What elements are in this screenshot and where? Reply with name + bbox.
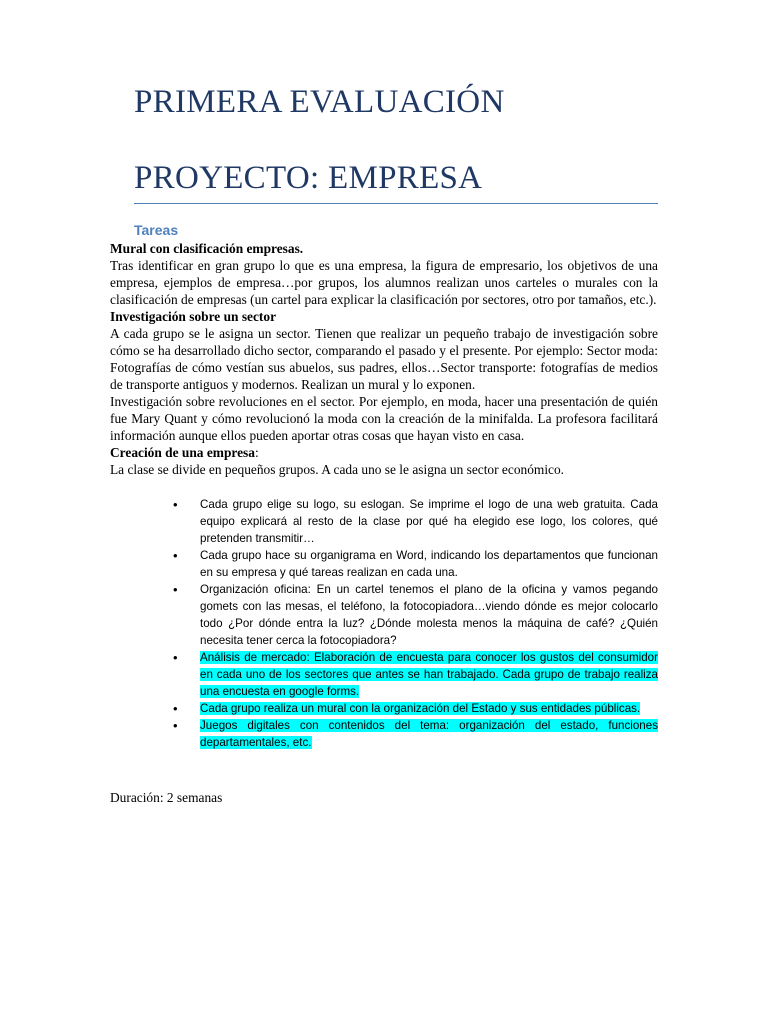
document-body	[110, 220, 658, 806]
bullet-item	[173, 496, 658, 547]
bullet-text: Cada grupo realiza un mural con la organización del Estado y sus entidades públicas.	[200, 702, 641, 715]
section-paragraph: Tras identificar en gran grupo lo que es una empresa, la figura de empresario, los objetivos de una empresa, ejemplos de empresa…por grupos, los alumnos realizan unos carteles o murales con la clasificación de empresas (un cartel para explicar la clasificación por sectores, otro por tamaños, etc.).	[110, 258, 658, 307]
bullet-icon: •	[173, 497, 178, 512]
bullet-icon: •	[173, 650, 178, 665]
tareas-heading: Tareas	[134, 222, 179, 238]
section-heading-suffix: :	[254, 445, 259, 460]
bullet-icon: •	[173, 582, 178, 597]
document-subtitle: PROYECTO: EMPRESA	[134, 160, 483, 196]
bullet-item	[173, 581, 658, 649]
bullet-text: Análisis de mercado: Elaboración de encuesta para conocer los gustos del consumidor en cada uno de los sectores que antes se han trabajado. Cada grupo de trabajo realiza una encuesta en google forms.	[200, 651, 658, 698]
bullet-item	[173, 547, 658, 581]
bullet-text: Cada grupo elige su logo, su eslogan. Se imprime el logo de una web gratuita. Cada equipo explicará al resto de la clase por qué ha elegido ese logo, los colores, qué pretenden transmitir…	[200, 498, 658, 545]
bullet-item-highlighted	[173, 717, 658, 751]
bullet-item-highlighted	[173, 700, 658, 717]
section-paragraph: La clase se divide en pequeños grupos. A cada uno se le asigna un sector económico.	[110, 462, 565, 477]
document-title: PRIMERA EVALUACIÓN	[134, 84, 505, 120]
section-heading: Creación de una empresa	[110, 445, 255, 460]
duration-text: Duración: 2 semanas	[110, 790, 223, 805]
bullet-text: Cada grupo hace su organigrama en Word, indicando los departamentos que funcionan en su empresa y qué tareas realizan en cada una.	[200, 549, 658, 579]
bullet-icon: •	[173, 701, 178, 716]
bullet-icon: •	[173, 548, 178, 563]
bullet-item-highlighted	[173, 649, 658, 700]
title-underline	[134, 203, 658, 204]
bullet-icon: •	[173, 718, 178, 733]
bullet-text: Organización oficina: En un cartel tenemos el plano de la oficina y vamos pegando gomets con las mesas, el teléfono, la fotocopiadora…viendo dónde es mejor colocarlo todo ¿Por dónde entra la luz? ¿Dónde molesta menos la máquina de café? ¿Quién necesita tener cerca la fotocopiadora?	[200, 583, 658, 647]
section-paragraph: A cada grupo se le asigna un sector. Tienen que realizar un pequeño trabajo de investigación sobre cómo se ha desarrollado dicho sector, comparando el pasado y el presente. Por ejemplo: Sector moda: Fotografías de cómo vestían sus abuelos, sus padres, ellos…Sector transporte: fotografías de medios de transporte antiguos y modernos. Realizan un mural y lo exponen.	[110, 326, 658, 392]
section-paragraph: Investigación sobre revoluciones en el sector. Por ejemplo, en moda, hacer una presentación de quién fue Mary Quant y cómo revolucionó la moda con la creación de la minifalda. La profesora facilitará información aunque ellos pueden aportar otras cosas que hayan visto en casa.	[110, 394, 658, 443]
section-heading: Mural con clasificación empresas.	[110, 241, 304, 256]
bullet-text: Juegos digitales con contenidos del tema: organización del estado, funciones departamentales, etc.	[200, 719, 658, 749]
section-heading: Investigación sobre un sector	[110, 309, 277, 324]
section-heading-line	[110, 444, 658, 461]
task-bullet-list	[110, 496, 658, 751]
